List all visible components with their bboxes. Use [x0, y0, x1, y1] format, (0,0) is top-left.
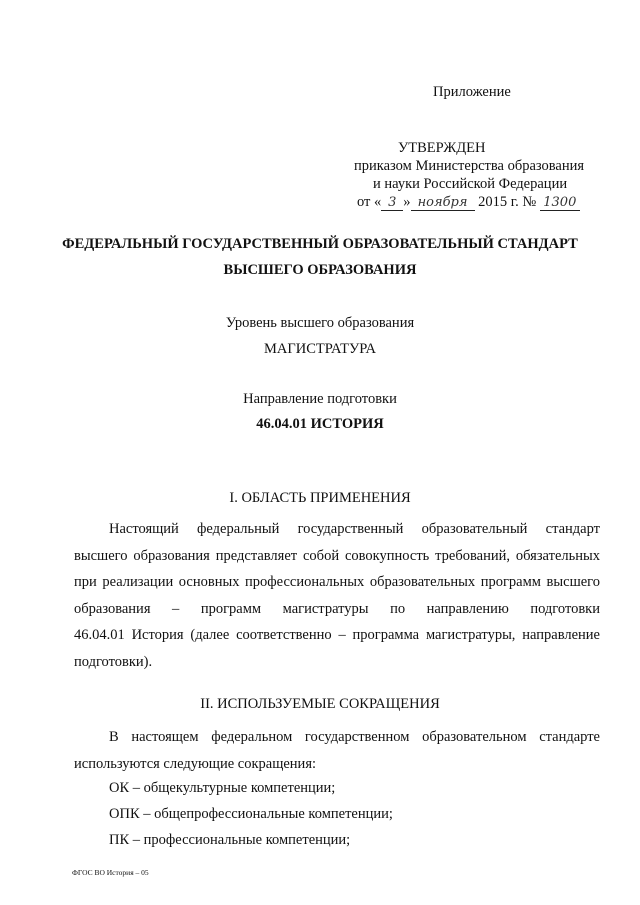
date-year: 2015 г. №: [478, 194, 537, 210]
section-1-line: подготовки).: [74, 653, 153, 670]
section-1-line: 46.04.01 История (далее соответственно – программа магистратуры, направление: [74, 627, 600, 643]
order-date-line: [357, 194, 580, 211]
section-1-line: образования – программ магистратуры по направлению подготовки: [74, 600, 600, 617]
section-2-intro: [74, 724, 600, 777]
date-prefix: от «: [357, 194, 382, 210]
document-title-line-1: ФЕДЕРАЛЬНЫЙ ГОСУДАРСТВЕННЫЙ ОБРАЗОВАТЕЛЬНЫЙ СТАНДАРТ: [62, 236, 578, 252]
section-1-line: Настоящий федеральный государственный образовательный стандарт: [109, 521, 600, 537]
appendix-label: Приложение: [433, 84, 511, 100]
direction-label: Направление подготовки: [243, 391, 397, 407]
section-2-heading: II. ИСПОЛЬЗУЕМЫЕ СОКРАЩЕНИЯ: [200, 696, 440, 712]
abbreviation-item: ОПК – общепрофессиональные компетенции;: [109, 806, 393, 822]
education-level-label: Уровень высшего образования: [225, 315, 415, 331]
direction-value: 46.04.01 ИСТОРИЯ: [256, 416, 384, 432]
page-footer: ФГОС ВО История – 05: [72, 868, 149, 877]
section-2-intro-line: используются следующие сокращения:: [74, 755, 317, 772]
order-line-2: и науки Российской Федерации: [373, 176, 568, 192]
section-1-paragraph: [74, 516, 600, 675]
date-mid: »: [403, 194, 411, 210]
abbreviation-item: ПК – профессиональные компетенции;: [109, 832, 351, 848]
section-1-line: при реализации основных профессиональных образовательных программ высшего: [74, 574, 600, 590]
section-1-line: высшего образования представляет собой совокупность требований, обязательных: [74, 547, 600, 564]
date-day-handwritten: 3: [381, 196, 403, 211]
order-number-handwritten: 1300: [540, 196, 580, 211]
date-month-handwritten: ноября: [411, 196, 475, 211]
approved-label: УТВЕРЖДЕН: [398, 140, 486, 156]
section-1-heading: I. ОБЛАСТЬ ПРИМЕНЕНИЯ: [229, 490, 411, 506]
order-line-1: приказом Министерства образования: [354, 158, 585, 174]
document-title-line-2: ВЫСШЕГО ОБРАЗОВАНИЯ: [223, 262, 417, 278]
education-level-value: МАГИСТРАТУРА: [264, 341, 376, 357]
section-2-intro-line: В настоящем федеральном государственном образовательном стандарте: [109, 729, 600, 745]
abbreviation-item: ОК – общекультурные компетенции;: [109, 780, 336, 796]
